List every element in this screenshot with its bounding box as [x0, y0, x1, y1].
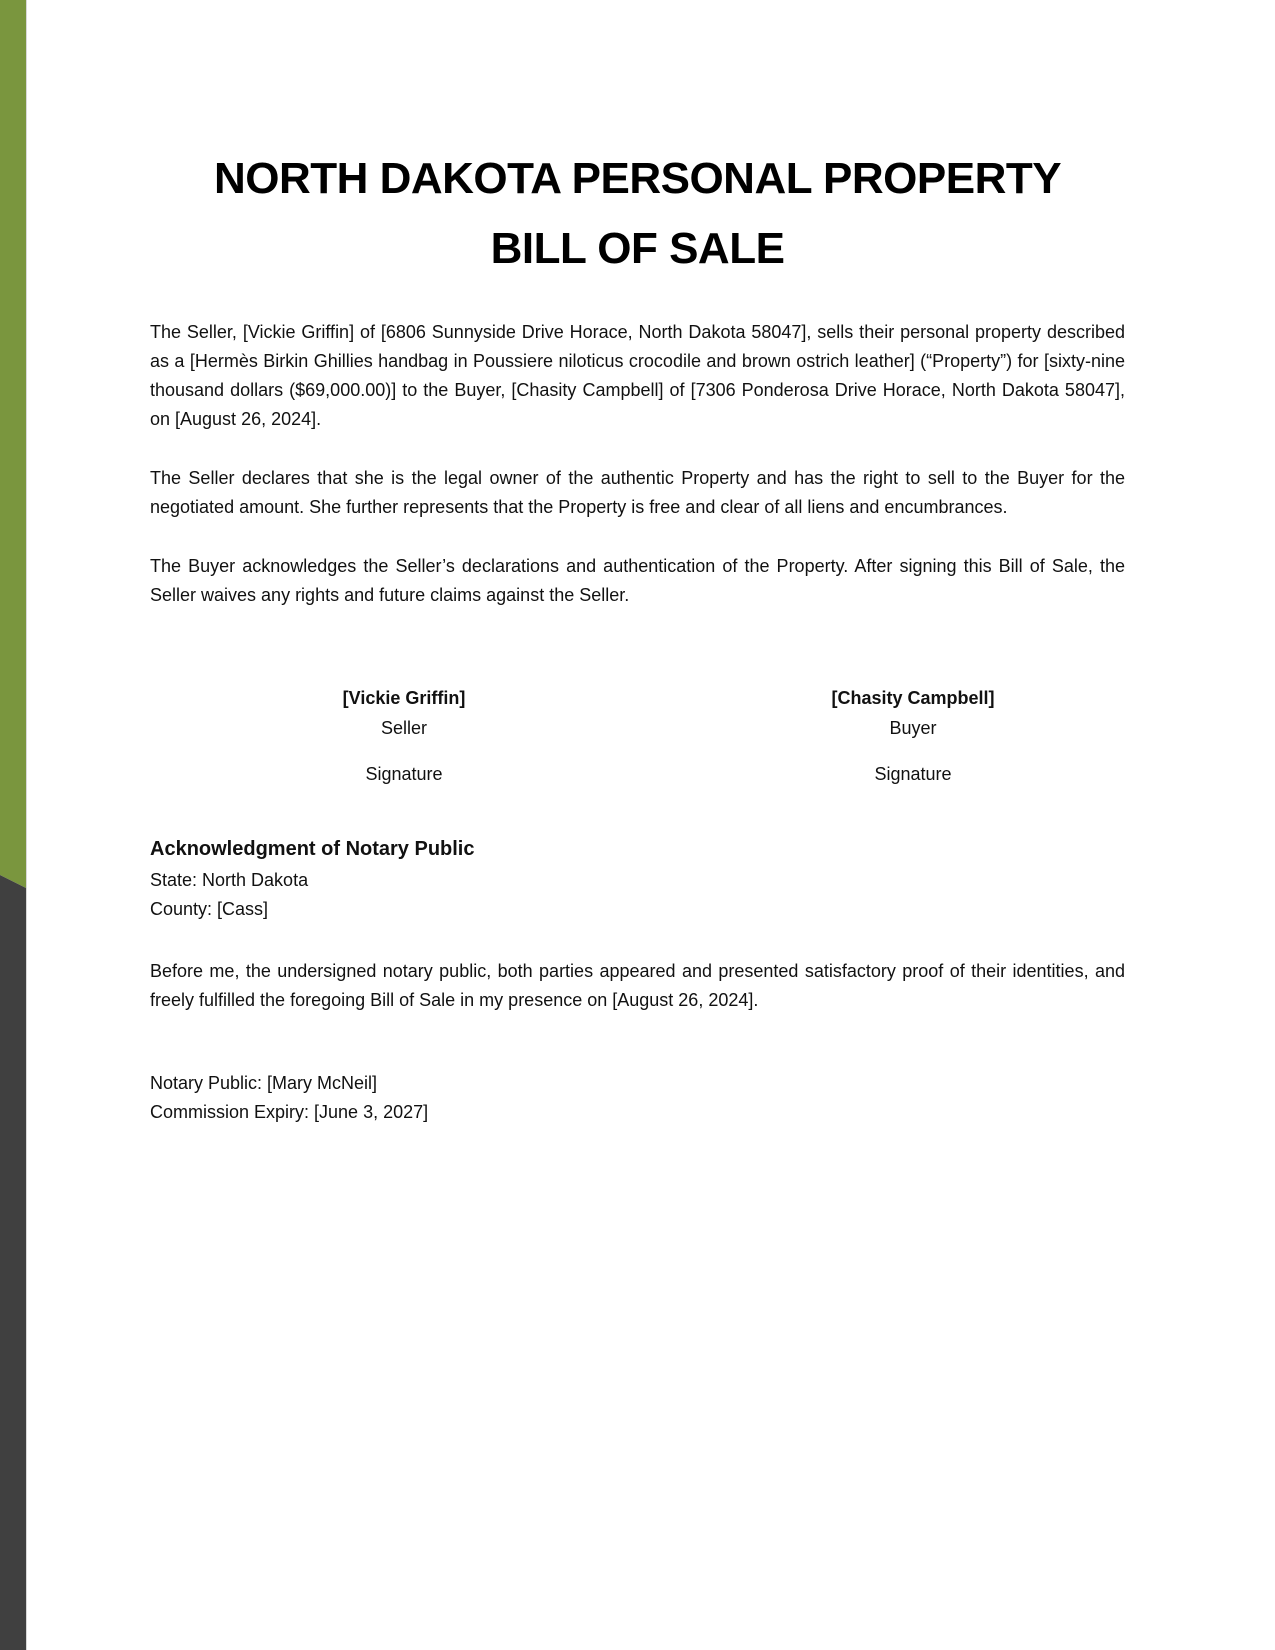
seller-name: [Vickie Griffin] — [342, 688, 466, 708]
buyer-name: [Chasity Campbell] — [831, 688, 995, 708]
stripe-green-band — [0, 0, 26, 888]
notary-section-heading: Acknowledgment of Notary Public — [150, 838, 475, 860]
notary-statement-paragraph: Before me, the undersigned notary public, both parties appeared and presented satisfactory proof of their identities, and freely fulfilled the foregoing Bill of Sale in my presence on [August 26, 2024]. — [150, 961, 1125, 1010]
notary-public-name: Notary Public: [Mary McNeil] — [150, 1073, 378, 1093]
buyer-signature-block — [763, 688, 1063, 798]
notary-county: County: [Cass] — [150, 899, 269, 919]
stripe-dark-band — [0, 875, 26, 1650]
notary-state: State: North Dakota — [150, 870, 309, 890]
seller-declaration-paragraph: The Seller declares that she is the legal owner of the authentic Property and has the right to sell to the Buyer for the negotiated amount. She further represents that the Property is free and clear of all liens and encumbrances. — [150, 468, 1125, 517]
seller-signature-label: Signature — [365, 764, 443, 784]
commission-expiry: Commission Expiry: [June 3, 2027] — [150, 1102, 429, 1122]
buyer-signature-label: Signature — [874, 764, 952, 784]
document-title-line-1: NORTH DAKOTA PERSONAL PROPERTY — [213, 154, 1062, 203]
buyer-role-label: Buyer — [889, 718, 937, 738]
document-title-line-2: BILL OF SALE — [490, 224, 785, 273]
sale-terms-paragraph: The Seller, [Vickie Griffin] of [6806 Sunnyside Drive Horace, North Dakota 58047], sells their personal property described as a [Hermès Birkin Ghillies handbag in Poussiere niloticus crocodile and brown ostrich leather] (“Property”) for [sixty-nine thousand dollars ($69,000.00)] to the Buyer, [Chasity Campbell] of [7306 Ponderosa Drive Horace, North Dakota 58047], on [August 26, 2024]. — [150, 322, 1125, 429]
buyer-acknowledgment-paragraph: The Buyer acknowledges the Seller’s declarations and authentication of the Property. After signing this Bill of Sale, the Seller waives any rights and future claims against the Seller. — [150, 556, 1125, 605]
seller-role-label: Seller — [380, 718, 428, 738]
seller-signature-block — [254, 688, 554, 798]
